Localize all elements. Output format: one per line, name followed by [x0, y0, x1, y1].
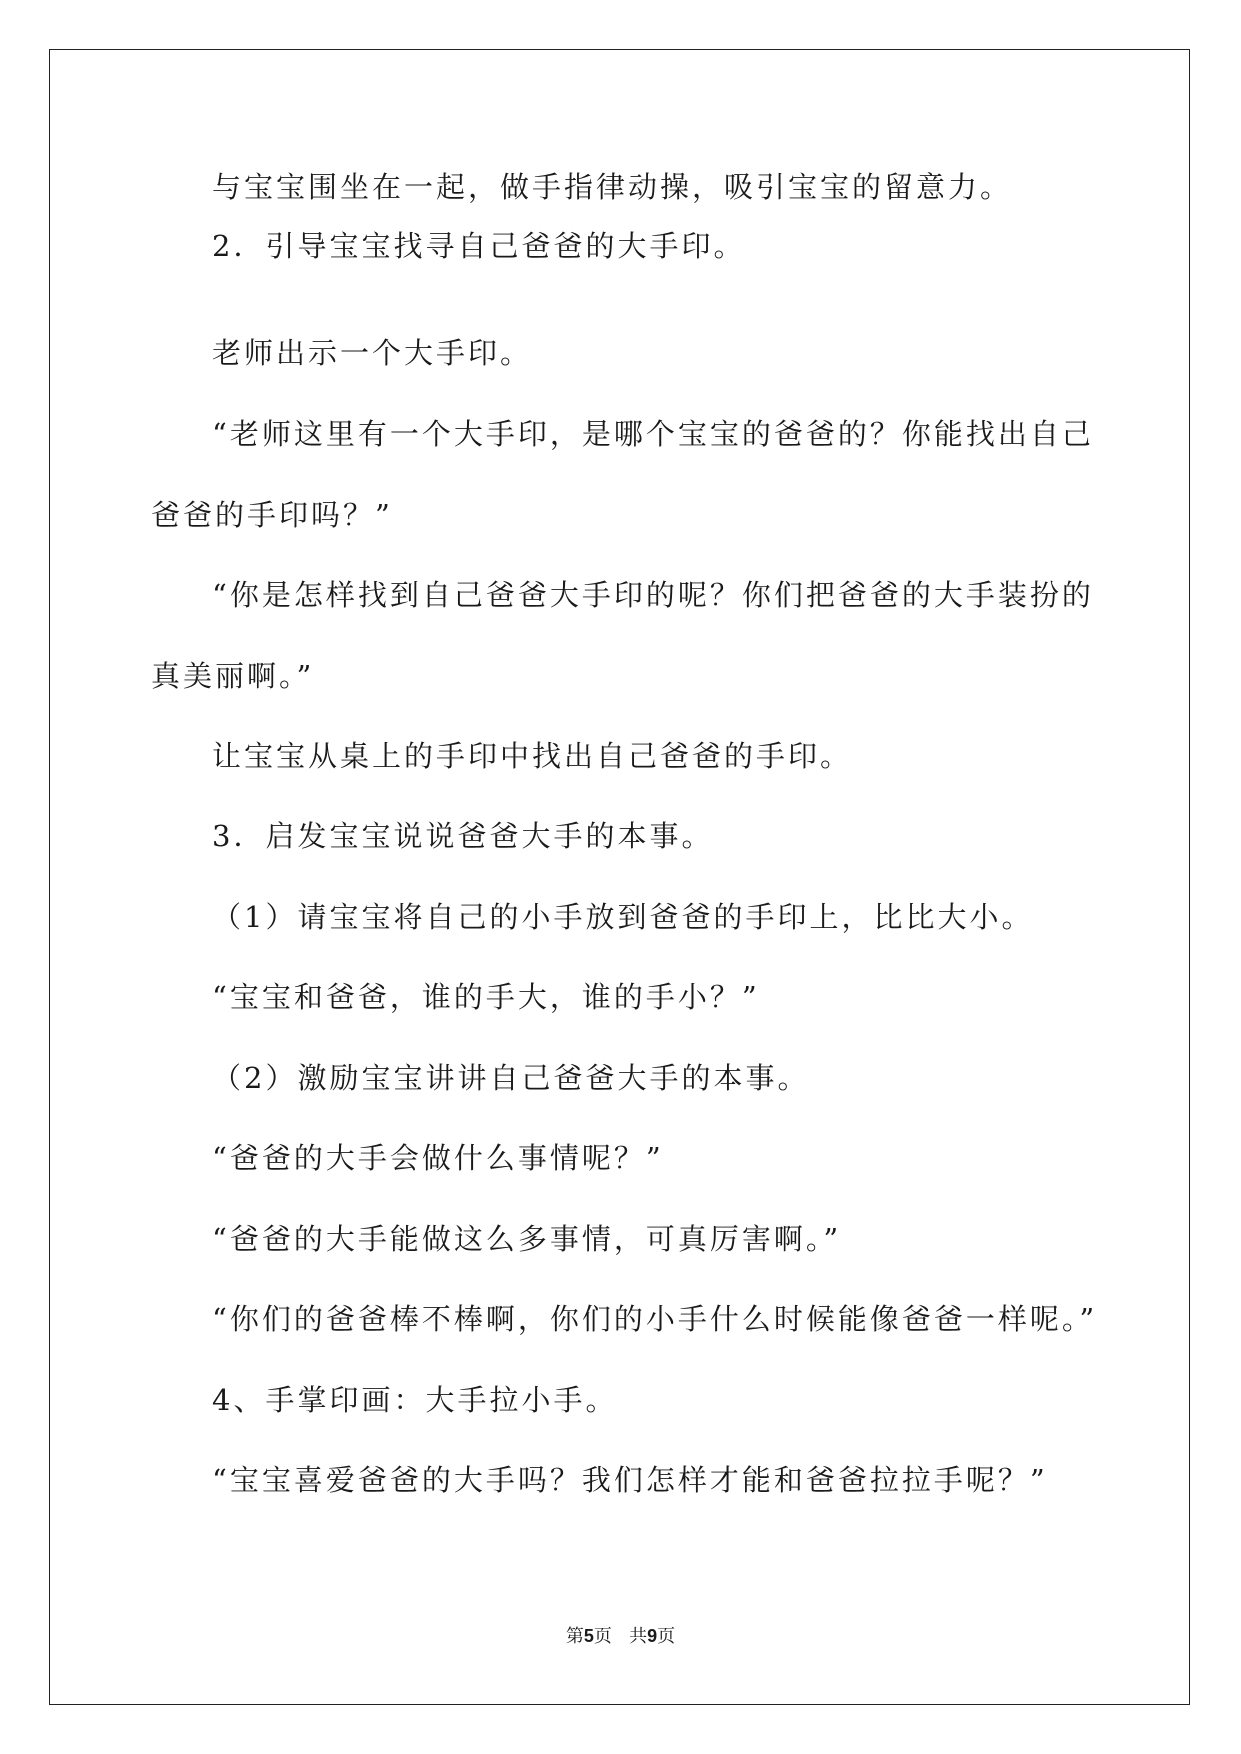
quote-line: “你是怎样找到自己爸爸大手印的呢？你们把爸爸的大手装扮的: [212, 578, 1094, 612]
page-footer: [0, 1622, 1241, 1648]
paragraph-line: 与宝宝围坐在一起，做手指律动操，吸引宝宝的留意力。: [212, 170, 1013, 204]
quote-line: 爸爸的手印吗？”: [151, 498, 393, 532]
total-pages-number: 9: [647, 1626, 658, 1646]
quote-line: “爸爸的大手会做什么事情呢？”: [212, 1141, 664, 1175]
total-prefix: 共: [629, 1626, 648, 1647]
quote-line: “宝宝喜爱爸爸的大手吗？我们怎样才能和爸爸拉拉手呢？”: [212, 1463, 1048, 1497]
section-heading: 2．引导宝宝找寻自己爸爸的大手印。: [212, 229, 746, 263]
page-prefix: 第: [565, 1626, 584, 1647]
page-border: [49, 49, 1190, 1705]
paragraph-line: 老师出示一个大手印。: [212, 336, 533, 370]
quote-line: “你们的爸爸棒不棒啊，你们的小手什么时候能像爸爸一样呢。”: [212, 1302, 1098, 1336]
section-heading: 3．启发宝宝说说爸爸大手的本事。: [212, 819, 714, 853]
quote-line: 真美丽啊。”: [151, 659, 315, 693]
paragraph-line: （1）请宝宝将自己的小手放到爸爸的手印上，比比大小。: [212, 900, 1034, 934]
quote-line: “爸爸的大手能做这么多事情，可真厉害啊。”: [212, 1222, 842, 1256]
current-page-number: 5: [583, 1626, 594, 1646]
section-heading: 4、手掌印画：大手拉小手。: [212, 1383, 618, 1417]
quote-line: “宝宝和爸爸，谁的手大，谁的手小？”: [212, 980, 760, 1014]
page-suffix: 页: [593, 1626, 612, 1647]
paragraph-line: 让宝宝从桌上的手印中找出自己爸爸的手印。: [212, 739, 853, 773]
quote-line: “老师这里有一个大手印，是哪个宝宝的爸爸的？你能找出自己: [212, 417, 1094, 451]
paragraph-line: （2）激励宝宝讲讲自己爸爸大手的本事。: [212, 1061, 810, 1095]
total-suffix: 页: [657, 1626, 676, 1647]
